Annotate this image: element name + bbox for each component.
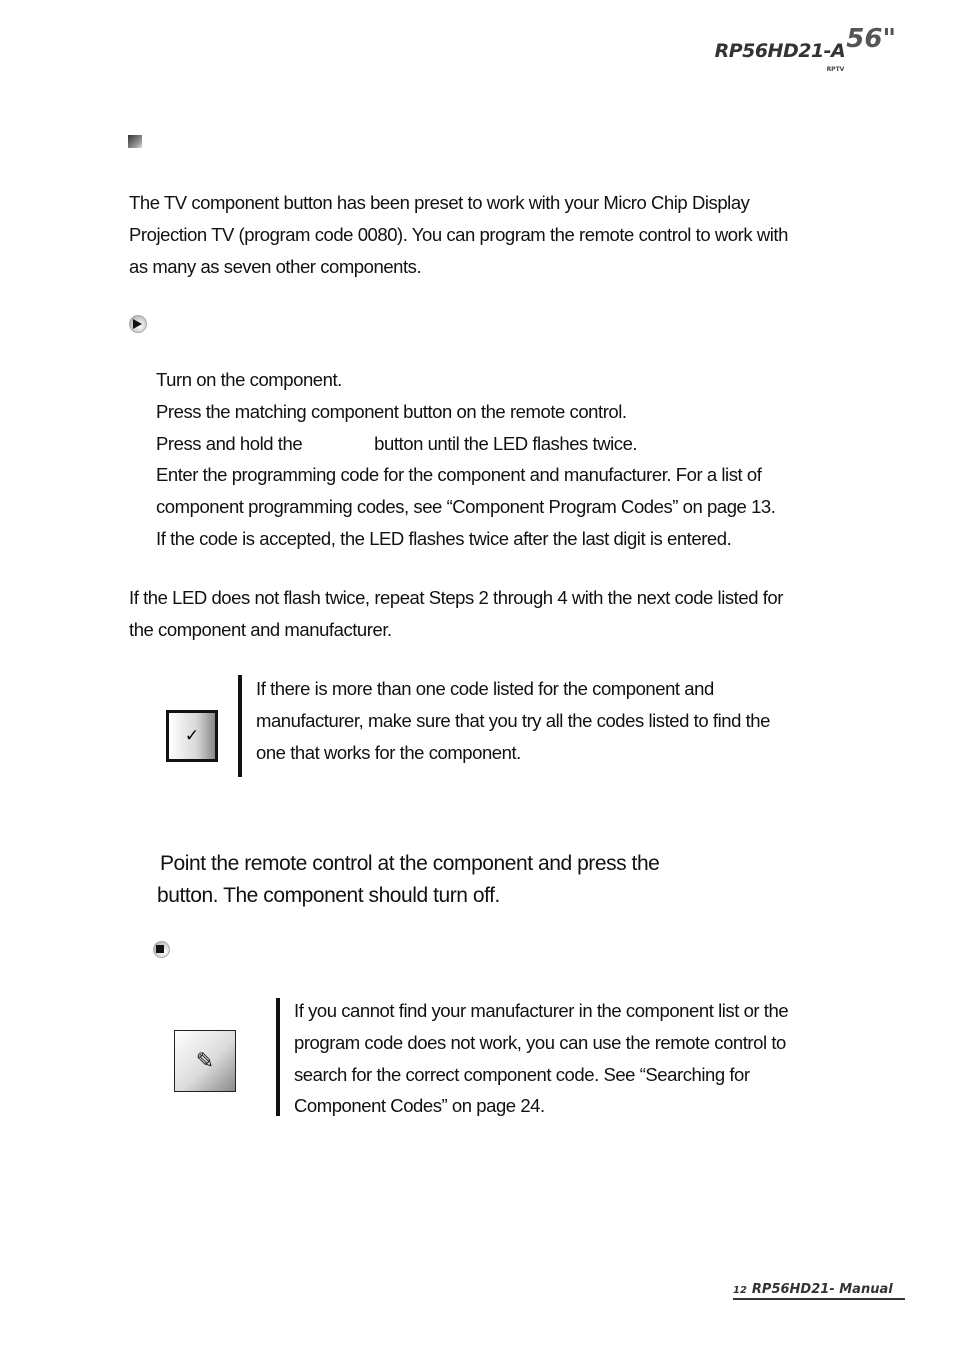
note-divider — [238, 675, 242, 777]
retry-line: If the LED does not flash twice, repeat Steps 2 through 4 with the next code listed for — [129, 587, 783, 608]
test-line: Point the remote control at the component and press the — [160, 852, 660, 875]
model-name: RP56HD21-A — [714, 40, 846, 62]
rptv-label: RPTV — [826, 66, 845, 73]
steps-list — [156, 364, 856, 555]
step-line: Press the matching component button on the remote control. — [156, 400, 627, 422]
intro-line: The TV component button has been preset to work with your Micro Chip Display — [129, 192, 750, 213]
note-line: one that works for the component. — [256, 741, 521, 763]
pencil-icon: ✎ — [174, 1030, 236, 1092]
note-line: If there is more than one code listed for the component and — [256, 678, 714, 699]
step-text: button until the LED flashes twice. — [374, 432, 638, 454]
step-line — [156, 428, 856, 460]
step-line: Turn on the component. — [156, 369, 342, 390]
stop-square-bullet-icon — [153, 941, 170, 958]
note-line: If you cannot find your manufacturer in the component list or the — [294, 1000, 789, 1021]
test-line: button. The component should turn off. — [157, 884, 500, 907]
check-note-text — [256, 673, 836, 768]
step-line: Enter the programming code for the component and manufacturer. For a list of — [156, 464, 762, 486]
test-paragraph — [157, 848, 857, 912]
note-line: search for the correct component code. See “Searching for — [294, 1063, 750, 1085]
retry-paragraph — [129, 582, 849, 646]
step-text: Press and hold the — [156, 432, 303, 454]
note-line: manufacturer, make sure that you try all the codes listed to find the — [256, 709, 770, 731]
intro-line: as many as seven other components. — [129, 255, 422, 277]
check-icon: ✓ — [166, 710, 218, 762]
intro-line: Projection TV (program code 0080). You can program the remote control to work with — [129, 223, 788, 245]
manual-title: RP56HD21- Manual — [751, 1282, 893, 1297]
page-number: 12 — [733, 1285, 747, 1296]
step-line: If the code is accepted, the LED flashes twice after the last digit is entered. — [156, 527, 732, 549]
page-footer — [733, 1282, 905, 1300]
section-square-bullet-icon — [128, 135, 142, 148]
intro-paragraph — [129, 187, 849, 282]
pencil-note-text — [294, 995, 854, 1122]
retry-line: the component and manufacturer. — [129, 618, 392, 640]
play-arrow-bullet-icon — [129, 315, 147, 333]
step-line: component programming codes, see “Component Program Codes” on page 13. — [156, 496, 776, 518]
header-brand-logo — [714, 24, 896, 73]
note-divider — [276, 998, 280, 1116]
note-line: program code does not work, you can use the remote control to — [294, 1031, 786, 1053]
screen-size: 56" — [846, 24, 896, 54]
note-line: Component Codes” on page 24. — [294, 1095, 545, 1117]
